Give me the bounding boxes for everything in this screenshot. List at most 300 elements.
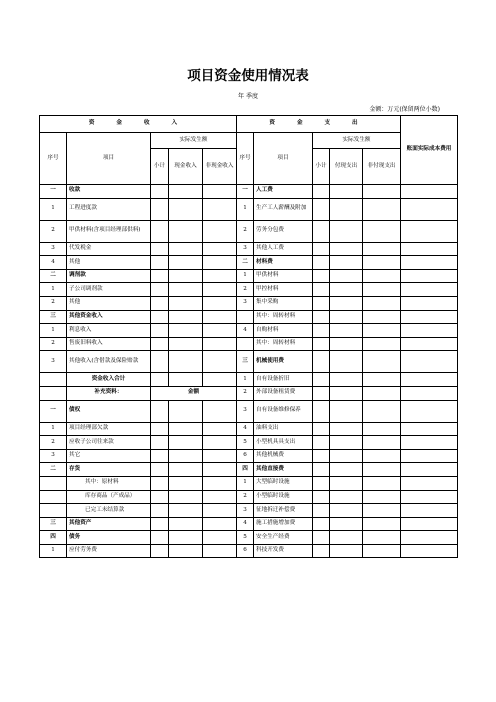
- income-amount-cell: [169, 337, 203, 351]
- income-item-cell: 其他收入(含借款及保险赔款: [67, 351, 151, 373]
- expense-amount-cell: [363, 283, 401, 297]
- expense-seq-cell: 1: [237, 198, 254, 220]
- expense-item-cell: 小型机具具支出: [254, 436, 313, 450]
- income-amount-cell: [151, 544, 169, 558]
- income-seq-cell: [40, 373, 67, 387]
- income-item-cell: 项目经理部欠款: [67, 422, 151, 436]
- expense-amount-cell: [401, 256, 458, 270]
- expense-amount-cell: [313, 351, 330, 373]
- income-amount-cell: [151, 463, 169, 477]
- expense-amount-cell: [363, 531, 401, 545]
- expense-seq-cell: 6: [237, 544, 254, 558]
- expense-actual-header: 实际发生额: [313, 133, 401, 149]
- expense-amount-cell: [363, 504, 401, 518]
- table-row: [40, 242, 458, 256]
- table-row: [40, 463, 458, 477]
- expense-amount-cell: [401, 337, 458, 351]
- income-amount-cell: [169, 256, 203, 270]
- expense-amount-cell: [313, 256, 330, 270]
- income-amount-cell: [203, 269, 237, 283]
- expense-amount-cell: [330, 400, 363, 422]
- income-amount-cell: [151, 337, 169, 351]
- expense-item-cell: 甲供材料: [254, 269, 313, 283]
- expense-seq-cell: 3: [237, 296, 254, 310]
- income-amount-cell: [169, 296, 203, 310]
- income-amount-cell: [203, 504, 237, 518]
- income-amount-cell: [169, 310, 203, 324]
- table-row: [40, 504, 458, 518]
- period-label: 年 季度: [238, 93, 258, 100]
- income-amount-cell: [151, 504, 169, 518]
- expense-amount-cell: [330, 198, 363, 220]
- expense-amount-cell: [330, 256, 363, 270]
- expense-seq-cell: 2: [237, 220, 254, 242]
- income-amount-cell: [203, 220, 237, 242]
- expense-amount-cell: [363, 198, 401, 220]
- expense-subtotal-header: 小计: [313, 149, 330, 185]
- income-seq-cell: [40, 504, 67, 518]
- expense-amount-cell: [363, 220, 401, 242]
- income-item-cell: 债权: [67, 400, 151, 422]
- expense-amount-cell: [330, 531, 363, 545]
- expense-amount-cell: [330, 269, 363, 283]
- table-row: [40, 324, 458, 338]
- table-row: [40, 386, 458, 400]
- expense-amount-cell: [313, 544, 330, 558]
- income-item-cell: 应收子公司往来款: [67, 436, 151, 450]
- expense-item-cell: 安全生产经费: [254, 531, 313, 545]
- table-row: [40, 436, 458, 450]
- expense-amount-cell: [313, 476, 330, 490]
- expense-amount-cell: [313, 310, 330, 324]
- income-amount-cell: [169, 351, 203, 373]
- income-amount-cell: [151, 476, 169, 490]
- income-amount-cell: [151, 490, 169, 504]
- table-row: [40, 490, 458, 504]
- expense-seq-cell: 2: [237, 490, 254, 504]
- income-item-cell: 收款: [67, 185, 151, 199]
- expense-amount-cell: [313, 198, 330, 220]
- expense-amount-cell: [330, 242, 363, 256]
- income-item-cell: 资金收入合计: [67, 373, 151, 387]
- actual-cost-header: 账面实际成本费用: [401, 116, 458, 185]
- income-seq-cell: 1: [40, 544, 67, 558]
- income-amount-cell: [203, 517, 237, 531]
- expense-amount-cell: [330, 449, 363, 463]
- income-item-cell: 存货: [67, 463, 151, 477]
- expense-seq-cell: 3: [237, 504, 254, 518]
- expense-seq-cell: 6: [237, 449, 254, 463]
- income-amount-cell: [169, 449, 203, 463]
- income-amount-cell: [151, 324, 169, 338]
- expense-amount-cell: [401, 544, 458, 558]
- table-row: [40, 544, 458, 558]
- income-amount-cell: [151, 256, 169, 270]
- expense-item-cell: 集中采购: [254, 296, 313, 310]
- income-amount-cell: [203, 242, 237, 256]
- expense-amount-cell: [330, 463, 363, 477]
- income-seq-cell: 2: [40, 337, 67, 351]
- expense-item-cell: 大型临时设施: [254, 476, 313, 490]
- expense-item-cell: 其他人工费: [254, 242, 313, 256]
- table-row: [40, 269, 458, 283]
- expense-seq-cell: 三: [237, 351, 254, 373]
- table-row: [40, 283, 458, 297]
- table-row: [40, 337, 458, 351]
- expense-amount-cell: [363, 256, 401, 270]
- expense-amount-cell: [330, 310, 363, 324]
- income-amount-cell: [203, 296, 237, 310]
- income-seq-cell: 1: [40, 422, 67, 436]
- expense-amount-cell: [330, 296, 363, 310]
- income-seq-cell: 一: [40, 185, 67, 199]
- expense-amount-cell: [363, 400, 401, 422]
- expense-item-cell: 生产工人薪酬及附加: [254, 198, 313, 220]
- expense-amount-cell: [363, 324, 401, 338]
- expense-item-cell: 征地拆迁补偿费: [254, 504, 313, 518]
- expense-amount-cell: [313, 504, 330, 518]
- income-amount-cell: [203, 324, 237, 338]
- income-item-cell: 利息收入: [67, 324, 151, 338]
- expense-amount-cell: [313, 242, 330, 256]
- expense-amount-cell: [330, 283, 363, 297]
- table-row: [40, 422, 458, 436]
- expense-amount-cell: [313, 220, 330, 242]
- income-amount-cell: [169, 185, 203, 199]
- income-item-cell: 其中：原材料: [67, 476, 151, 490]
- expense-amount-cell: [401, 490, 458, 504]
- income-amount-cell: [169, 242, 203, 256]
- income-seq-cell: 三: [40, 517, 67, 531]
- expense-amount-cell: [401, 386, 458, 400]
- expense-amount-cell: [330, 351, 363, 373]
- income-seq-cell: [40, 476, 67, 490]
- expense-amount-cell: [401, 400, 458, 422]
- expense-amount-cell: [313, 386, 330, 400]
- expense-amount-cell: [330, 504, 363, 518]
- expense-item-cell: 机械使用费: [254, 351, 313, 373]
- income-amount-cell: [151, 422, 169, 436]
- income-seq-cell: [40, 386, 67, 400]
- expense-amount-cell: [313, 422, 330, 436]
- income-amount-cell: [169, 198, 203, 220]
- expense-amount-cell: [363, 463, 401, 477]
- expense-amount-cell: [401, 373, 458, 387]
- expense-seq-cell: 5: [237, 531, 254, 545]
- income-item-cell: 售废旧料收入: [67, 337, 151, 351]
- table-row: [40, 220, 458, 242]
- income-amount-cell: [151, 283, 169, 297]
- expense-amount-cell: [313, 531, 330, 545]
- income-amount-cell: [169, 324, 203, 338]
- expense-amount-cell: [363, 449, 401, 463]
- income-amount-cell: [169, 436, 203, 450]
- income-amount-cell: [151, 269, 169, 283]
- income-seq-cell: 二: [40, 463, 67, 477]
- table-row: [40, 185, 458, 199]
- income-amount-cell: [203, 400, 237, 422]
- expense-amount-cell: [401, 242, 458, 256]
- income-subtotal-header: 小计: [151, 149, 169, 185]
- income-seq-cell: 1: [40, 324, 67, 338]
- expense-seq-cell: 3: [237, 242, 254, 256]
- income-amount-cell: [169, 269, 203, 283]
- expense-amount-cell: [330, 386, 363, 400]
- expense-amount-cell: [330, 220, 363, 242]
- expense-amount-cell: [313, 283, 330, 297]
- expense-item-cell: 科技开发费: [254, 544, 313, 558]
- expense-amount-cell: [313, 449, 330, 463]
- expense-seq-cell: 2: [237, 283, 254, 297]
- income-seq-cell: 3: [40, 351, 67, 373]
- income-seq-cell: 3: [40, 449, 67, 463]
- noncash-in-header: 非现金收入: [203, 149, 237, 185]
- cash-out-header: 付现支出: [330, 149, 363, 185]
- expense-amount-cell: [401, 296, 458, 310]
- table-row: [40, 256, 458, 270]
- expense-item-cell: 其中：周转材料: [254, 310, 313, 324]
- expense-amount-cell: [363, 544, 401, 558]
- income-item-cell: 子公司调剂款: [67, 283, 151, 297]
- expense-amount-cell: [313, 436, 330, 450]
- income-amount-cell: [151, 198, 169, 220]
- expense-item-cell: 油料支出: [254, 422, 313, 436]
- income-item-cell: 其他: [67, 256, 151, 270]
- income-item-cell: 债务: [67, 531, 151, 545]
- income-amount-cell: [203, 283, 237, 297]
- expense-amount-cell: [363, 337, 401, 351]
- expense-amount-cell: [363, 310, 401, 324]
- expense-amount-cell: [363, 476, 401, 490]
- expense-amount-cell: [363, 436, 401, 450]
- income-amount-cell: [203, 436, 237, 450]
- expense-amount-cell: [401, 531, 458, 545]
- expense-amount-cell: [313, 324, 330, 338]
- expense-amount-cell: [363, 185, 401, 199]
- income-seq-cell: 2: [40, 220, 67, 242]
- expense-amount-cell: [330, 517, 363, 531]
- income-seq-cell: 2: [40, 296, 67, 310]
- income-header: 资 金 收 入: [40, 116, 237, 133]
- income-amount-cell: [151, 373, 169, 387]
- expense-amount-cell: [313, 373, 330, 387]
- expense-item-cell: 其他机械费: [254, 449, 313, 463]
- income-seq-cell: [40, 490, 67, 504]
- income-actual-header: 实际发生额: [151, 133, 237, 149]
- expense-amount-cell: [330, 476, 363, 490]
- expense-amount-cell: [401, 463, 458, 477]
- income-amount-cell: [169, 283, 203, 297]
- expense-amount-cell: [330, 373, 363, 387]
- table-row: [40, 351, 458, 373]
- expense-amount-cell: [401, 310, 458, 324]
- expense-amount-cell: [401, 220, 458, 242]
- income-amount-cell: [169, 490, 203, 504]
- expense-amount-cell: [313, 185, 330, 199]
- income-seq-cell: 一: [40, 400, 67, 422]
- expense-amount-cell: [330, 185, 363, 199]
- expense-seq-cell: 4: [237, 517, 254, 531]
- expense-seq-cell: 二: [237, 256, 254, 270]
- expense-seq-cell: 4: [237, 422, 254, 436]
- income-amount-cell: [203, 185, 237, 199]
- expense-item-cell: 其中：周转材料: [254, 337, 313, 351]
- income-item-cell: 其他: [67, 296, 151, 310]
- income-item-cell: 其他资金收入: [67, 310, 151, 324]
- expense-amount-cell: [363, 351, 401, 373]
- income-amount-cell: [169, 373, 203, 387]
- table-row: [40, 531, 458, 545]
- table-row: [40, 476, 458, 490]
- expense-item-cell: 材料费: [254, 256, 313, 270]
- income-seq-cell: 1: [40, 283, 67, 297]
- expense-item-cell: 施工措施增加费: [254, 517, 313, 531]
- expense-seq-cell: 1: [237, 373, 254, 387]
- expense-item-cell: 自有设备折旧: [254, 373, 313, 387]
- income-amount-cell: [203, 490, 237, 504]
- table-row: [40, 400, 458, 422]
- income-amount-cell: [203, 463, 237, 477]
- income-item-cell: 甲供材料(含项目经理部供料): [67, 220, 151, 242]
- table-row: [40, 296, 458, 310]
- amount-label-cell: 金额: [151, 386, 237, 400]
- income-amount-cell: [169, 463, 203, 477]
- table-body: [40, 185, 458, 558]
- income-amount-cell: [203, 198, 237, 220]
- expense-amount-cell: [330, 324, 363, 338]
- income-amount-cell: [203, 476, 237, 490]
- income-amount-cell: [151, 351, 169, 373]
- expense-amount-cell: [330, 337, 363, 351]
- expense-amount-cell: [330, 490, 363, 504]
- expense-amount-cell: [330, 544, 363, 558]
- income-amount-cell: [151, 220, 169, 242]
- income-amount-cell: [203, 337, 237, 351]
- income-amount-cell: [169, 517, 203, 531]
- income-amount-cell: [203, 310, 237, 324]
- income-seq-cell: 4: [40, 256, 67, 270]
- income-amount-cell: [151, 400, 169, 422]
- table-row: [40, 449, 458, 463]
- income-amount-cell: [151, 449, 169, 463]
- expense-item-cell: 其他直接费: [254, 463, 313, 477]
- income-amount-cell: [151, 185, 169, 199]
- expense-amount-cell: [313, 463, 330, 477]
- expense-item-header: 项目: [254, 133, 313, 185]
- expense-amount-cell: [330, 436, 363, 450]
- income-item-cell: 工程进度款: [67, 198, 151, 220]
- expense-amount-cell: [401, 476, 458, 490]
- income-amount-cell: [151, 310, 169, 324]
- income-amount-cell: [151, 517, 169, 531]
- income-amount-cell: [203, 373, 237, 387]
- expense-amount-cell: [401, 269, 458, 283]
- expense-item-cell: 劳务分包费: [254, 220, 313, 242]
- expense-item-cell: 自有设备维修保养: [254, 400, 313, 422]
- income-seq-cell: 3: [40, 242, 67, 256]
- table-row: [40, 517, 458, 531]
- expense-amount-cell: [363, 269, 401, 283]
- expense-amount-cell: [363, 422, 401, 436]
- expense-amount-cell: [401, 351, 458, 373]
- income-amount-cell: [169, 400, 203, 422]
- expense-amount-cell: [313, 337, 330, 351]
- cash-in-header: 现金收入: [169, 149, 203, 185]
- income-amount-cell: [203, 449, 237, 463]
- expense-seq-cell: 1: [237, 476, 254, 490]
- income-amount-cell: [151, 436, 169, 450]
- expense-amount-cell: [401, 324, 458, 338]
- income-amount-cell: [151, 242, 169, 256]
- income-amount-cell: [203, 256, 237, 270]
- income-item-cell: 库存商品（产成品）: [67, 490, 151, 504]
- expense-seq-header: 序号: [237, 133, 254, 185]
- expense-amount-cell: [313, 296, 330, 310]
- expense-amount-cell: [330, 422, 363, 436]
- expense-amount-cell: [401, 517, 458, 531]
- income-amount-cell: [169, 544, 203, 558]
- expense-amount-cell: [313, 269, 330, 283]
- income-seq-cell: 三: [40, 310, 67, 324]
- income-amount-cell: [169, 220, 203, 242]
- expense-seq-cell: 1: [237, 269, 254, 283]
- expense-amount-cell: [401, 436, 458, 450]
- expense-amount-cell: [363, 373, 401, 387]
- income-item-cell: 其他资产: [67, 517, 151, 531]
- income-amount-cell: [203, 422, 237, 436]
- income-item-header: 项目: [67, 133, 151, 185]
- expense-amount-cell: [401, 422, 458, 436]
- expense-seq-cell: [237, 310, 254, 324]
- income-amount-cell: [151, 531, 169, 545]
- expense-amount-cell: [401, 185, 458, 199]
- income-seq-cell: 1: [40, 198, 67, 220]
- page-title: 项目资金使用情况表: [187, 68, 309, 84]
- expense-item-cell: 小型临时设施: [254, 490, 313, 504]
- expense-amount-cell: [363, 242, 401, 256]
- expense-item-cell: 外部设备租赁费: [254, 386, 313, 400]
- expense-amount-cell: [313, 490, 330, 504]
- expense-seq-cell: 2: [237, 386, 254, 400]
- expense-seq-cell: 5: [237, 436, 254, 450]
- income-amount-cell: [203, 544, 237, 558]
- expense-amount-cell: [363, 490, 401, 504]
- income-item-cell: 补充资料：: [67, 386, 151, 400]
- expense-seq-cell: 四: [237, 463, 254, 477]
- expense-amount-cell: [313, 517, 330, 531]
- expense-amount-cell: [401, 504, 458, 518]
- expense-seq-cell: 一: [237, 185, 254, 199]
- expense-item-cell: 自购材料: [254, 324, 313, 338]
- expense-amount-cell: [401, 283, 458, 297]
- expense-item-cell: 人工费: [254, 185, 313, 199]
- expense-amount-cell: [313, 400, 330, 422]
- expense-item-cell: 甲控材料: [254, 283, 313, 297]
- income-item-cell: 应付劳务费: [67, 544, 151, 558]
- expense-seq-cell: 4: [237, 324, 254, 338]
- table-row: [40, 310, 458, 324]
- income-amount-cell: [203, 351, 237, 373]
- income-amount-cell: [169, 504, 203, 518]
- table-row: [40, 198, 458, 220]
- income-amount-cell: [151, 296, 169, 310]
- income-item-cell: 代发税金: [67, 242, 151, 256]
- income-seq-cell: 2: [40, 436, 67, 450]
- income-amount-cell: [169, 531, 203, 545]
- noncash-out-header: 非付现支出: [363, 149, 401, 185]
- income-seq-cell: 二: [40, 269, 67, 283]
- income-amount-cell: [169, 476, 203, 490]
